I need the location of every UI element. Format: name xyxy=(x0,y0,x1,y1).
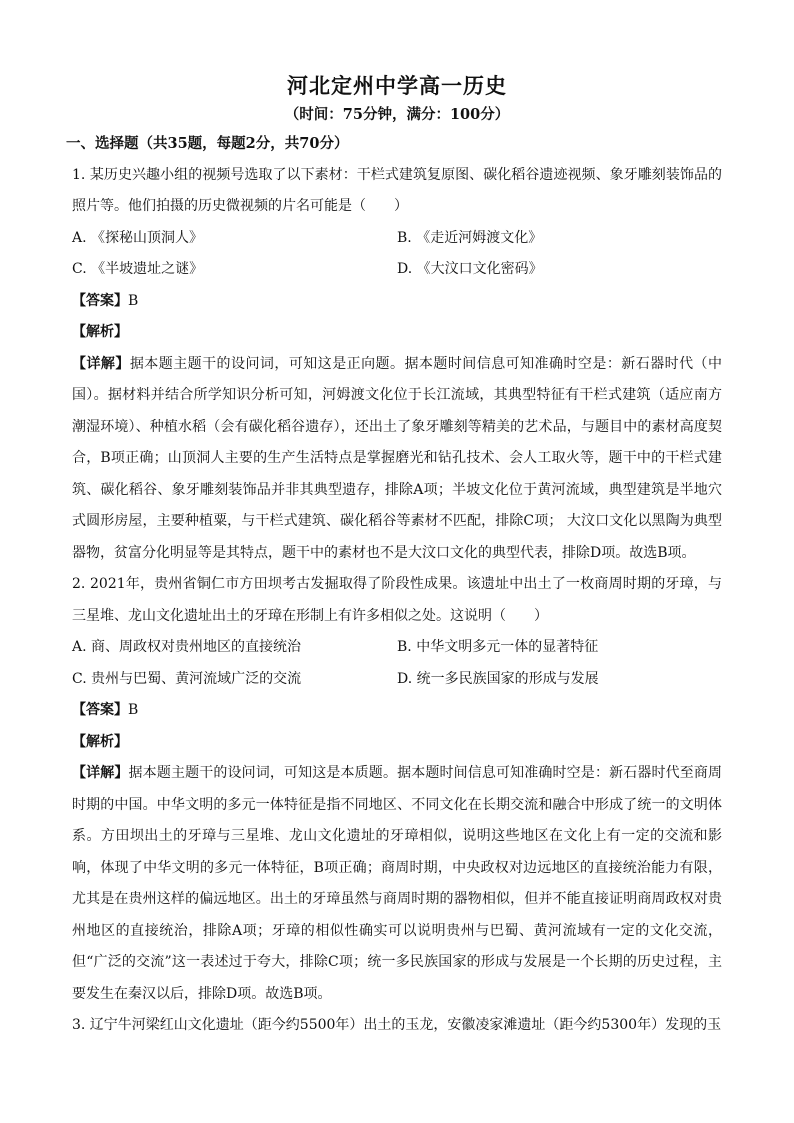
answer-tag: 【答案】 xyxy=(72,292,128,309)
detail-tag: 【详解】 xyxy=(72,355,130,372)
document-body xyxy=(66,128,723,1042)
analysis-tag: 【解析】 xyxy=(72,324,128,340)
detail-text: 据本题主题干的设问词，可知这是正向题。据本题时间信息可知准确时空是：新石器时代（中国）。据材料并结合所学知识分析可知，河姆渡文化位于长江流域，其典型特征有干栏式建筑（适应南方潮湿环境）、种植水稻（会有碳化稻谷遗存），还出土了象牙雕刻等精美的艺术品，与题目中的素材高度契合，B项正确；山顶洞人主要的生产生活特点是掌握磨光和钻孔技术、会人工取火等，题干中的干栏式建筑、碳化稻谷、象牙雕刻装饰品并非其典型遗存，排除A项；半坡文化位于黄河流域，典型建筑是半地穴式圆形房屋，主要种植粟，与干栏式建筑、碳化稻谷等素材不匹配，排除C项； 大汶口文化以黑陶为典型器物，贫富分化明显等是其特点，题干中的素材也不是大汶口文化的典型代表，排除D项。故选B项。 xyxy=(72,355,723,561)
page-title: 河北定州中学高一历史 xyxy=(287,73,507,98)
option-a: A. 商、周政权对贵州地区的直接统治 xyxy=(72,639,302,655)
exam-info: （时间：75分钟，满分：100分） xyxy=(284,106,510,123)
section-heading: 一、选择题（共35题，每题2分，共70分） xyxy=(66,135,349,152)
option-d: D. 《大汶口文化密码》 xyxy=(397,261,543,277)
detail-paragraph xyxy=(72,349,722,570)
answer-line xyxy=(72,695,722,727)
option-c: C. 贵州与巴蜀、黄河流域广泛的交流 xyxy=(72,670,302,687)
answer-tag: 【答案】 xyxy=(72,702,128,718)
options-list xyxy=(72,632,722,695)
analysis-tag: 【解析】 xyxy=(72,733,128,750)
answer-value: B xyxy=(128,702,139,718)
question-stem: 2. 2021年，贵州省铜仁市方田坝考古发掘取得了阶段性成果。该遗址中出土了一枚商周时期的牙璋，与三星堆、龙山文化遗址出土的牙璋在形制上有许多相似之处。这说明（ ） xyxy=(72,576,722,624)
option-a: A. 《探秘山顶洞人》 xyxy=(72,229,204,246)
option-c: C. 《半坡遗址之谜》 xyxy=(72,261,204,277)
question-2 xyxy=(72,569,722,1010)
detail-text: 据本题主题干的设问词，可知这是本质题。据本题时间信息可知准确时空是：新石器时代至商周时期的中国。中华文明的多元一体特征是指不同地区、不同文化在长期交流和融合中形成了统一的文明体系。方田坝出土的牙璋与三星堆、龙山文化遗址的牙璋相似，说明这些地区在文化上有一定的交流和影响，体现了中华文明的多元一体特征，B项正确；商周时期，中央政权对边远地区的直接统治能力有限，尤其是在贵州这样的偏远地区。出土的牙璋虽然与商周时期的器物相似，但并不能直接证明商周政权对贵州地区的直接统治，排除A项；牙璋的相似性确实可以说明贵州与巴蜀、黄河流域有一定的文化交流，但“广泛的交流”这一表述过于夸大，排除C项；统一多民族国家的形成与发展是一个长期的历史过程，主要发生在秦汉以后，排除D项。故选B项。 xyxy=(72,765,723,1002)
question-3 xyxy=(72,1010,722,1042)
question-stem: 3. 辽宁牛河梁红山文化遗址（距今约5500年）出土的玉龙，安徽凌家滩遗址（距今约5300年）发现的玉 xyxy=(72,1017,722,1033)
option-b: B. 《走近河姆渡文化》 xyxy=(397,229,543,246)
detail-paragraph xyxy=(72,758,722,1010)
options-list xyxy=(72,223,722,286)
answer-value: B xyxy=(128,292,139,309)
question-1 xyxy=(72,160,722,570)
detail-tag: 【详解】 xyxy=(72,765,129,781)
question-stem: 1. 某历史兴趣小组的视频号选取了以下素材：干栏式建筑复原图、碳化稻谷遗迹视频、象牙雕刻装饰品的照片等。他们拍摄的历史微视频的片名可能是（ ） xyxy=(72,166,722,214)
answer-line xyxy=(72,286,722,318)
option-d: D. 统一多民族国家的形成与发展 xyxy=(397,670,599,687)
option-b: B. 中华文明多元一体的显著特征 xyxy=(397,639,599,655)
